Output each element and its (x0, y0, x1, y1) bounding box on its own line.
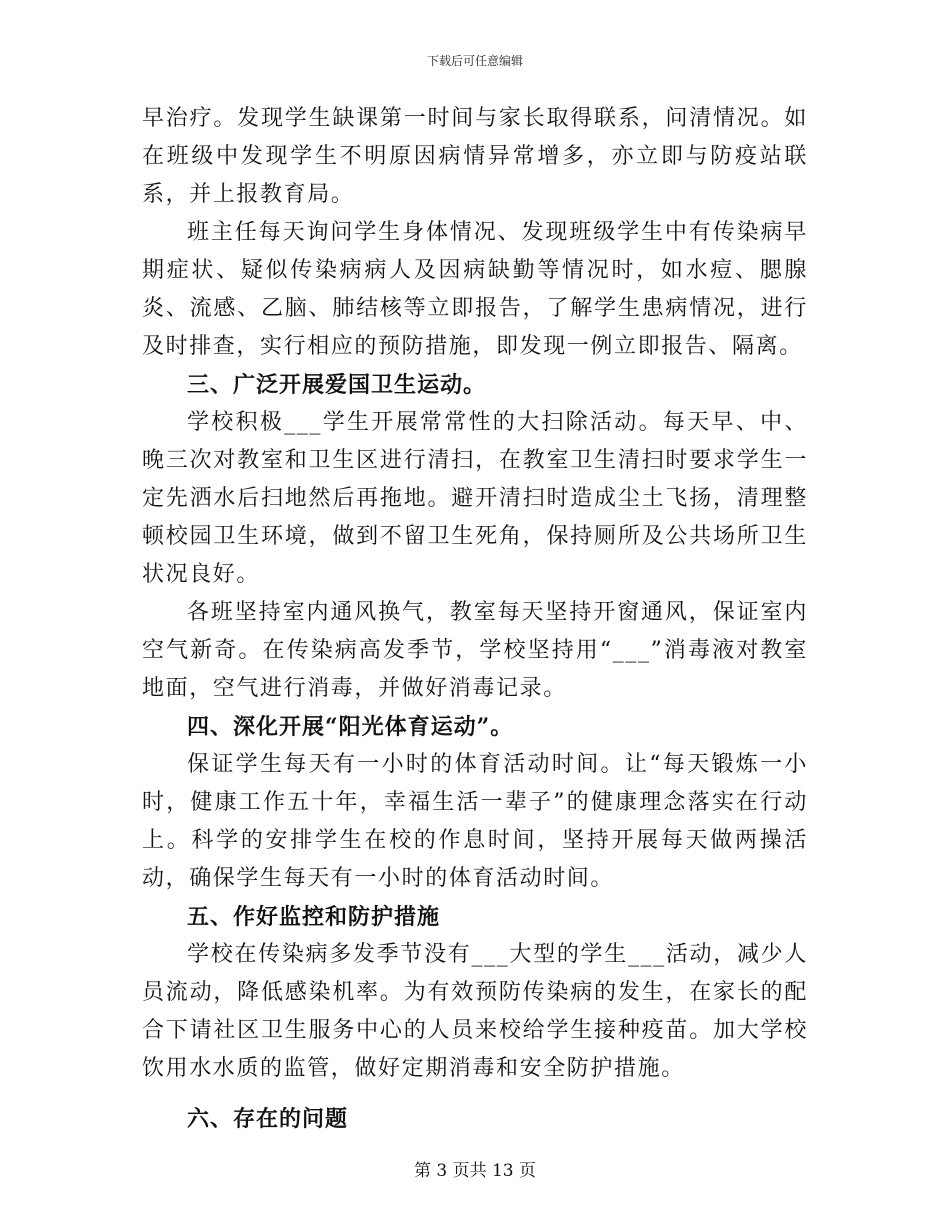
section-heading-4: 四、深化开展“阳光体育运动”。 (187, 714, 514, 740)
paragraph-continued: 早治疗。发现学生缺课第一时间与家长取得联系，问清情况。如在班级中发现学生不明原因病情异常增多，亦立即与防疫站联系，并上报教育局。 (142, 106, 808, 207)
section-heading-6: 六、存在的问题 (187, 1106, 349, 1132)
section-heading-3: 三、广泛开展爱国卫生运动。 (187, 372, 487, 398)
paragraph-cleaning: 学校积极___学生开展常常性的大扫除活动。每天早、中、晚三次对教室和卫生区进行清扫，在教室卫生清扫时要求学生一定先洒水后扫地然后再拖地。避开清扫时造成尘土飞扬，清理整顿校园卫生环境，做到不留卫生死角，保持厕所及公共场所卫生状况良好。 (142, 410, 808, 587)
page-number: 第 3 页共 13 页 (413, 1161, 537, 1181)
paragraph-class-teacher-reporting: 班主任每天询问学生身体情况、发现班级学生中有传染病早期症状、疑似传染病病人及因病缺勤等情况时，如水痘、腮腺炎、流感、乙脑、肺结核等立即报告，了解学生患病情况，进行及时排查，实行相应的预防措施，即发现一例立即报告、隔离。 (142, 220, 808, 359)
paragraph-sports: 保证学生每天有一小时的体育活动时间。让“每天锻炼一小时，健康工作五十年，幸福生活一辈子”的健康理念落实在行动上。科学的安排学生在校的作息时间，坚持开展每天做两操活动，确保学生每天有一小时的体育活动时间。 (142, 752, 808, 891)
spacer (142, 1088, 808, 1100)
paragraph-monitoring: 学校在传染病多发季节没有___大型的学生___活动，减少人员流动，降低感染机率。为有效预防传染病的发生，在家长的配合下请社区卫生服务中心的人员来校给学生接种疫苗。加大学校饮用水水质的监管，做好定期消毒和安全防护措施。 (142, 942, 808, 1081)
section-heading-5: 五、作好监控和防护措施 (187, 904, 441, 930)
paragraph-ventilation: 各班坚持室内通风换气，教室每天坚持开窗通风，保证室内空气新奇。在传染病高发季节，学校坚持用“___”消毒液对教室地面，空气进行消毒，并做好消毒记录。 (142, 600, 808, 701)
header-note: 下载后可任意编辑 (426, 54, 523, 68)
document-body (142, 100, 808, 1138)
